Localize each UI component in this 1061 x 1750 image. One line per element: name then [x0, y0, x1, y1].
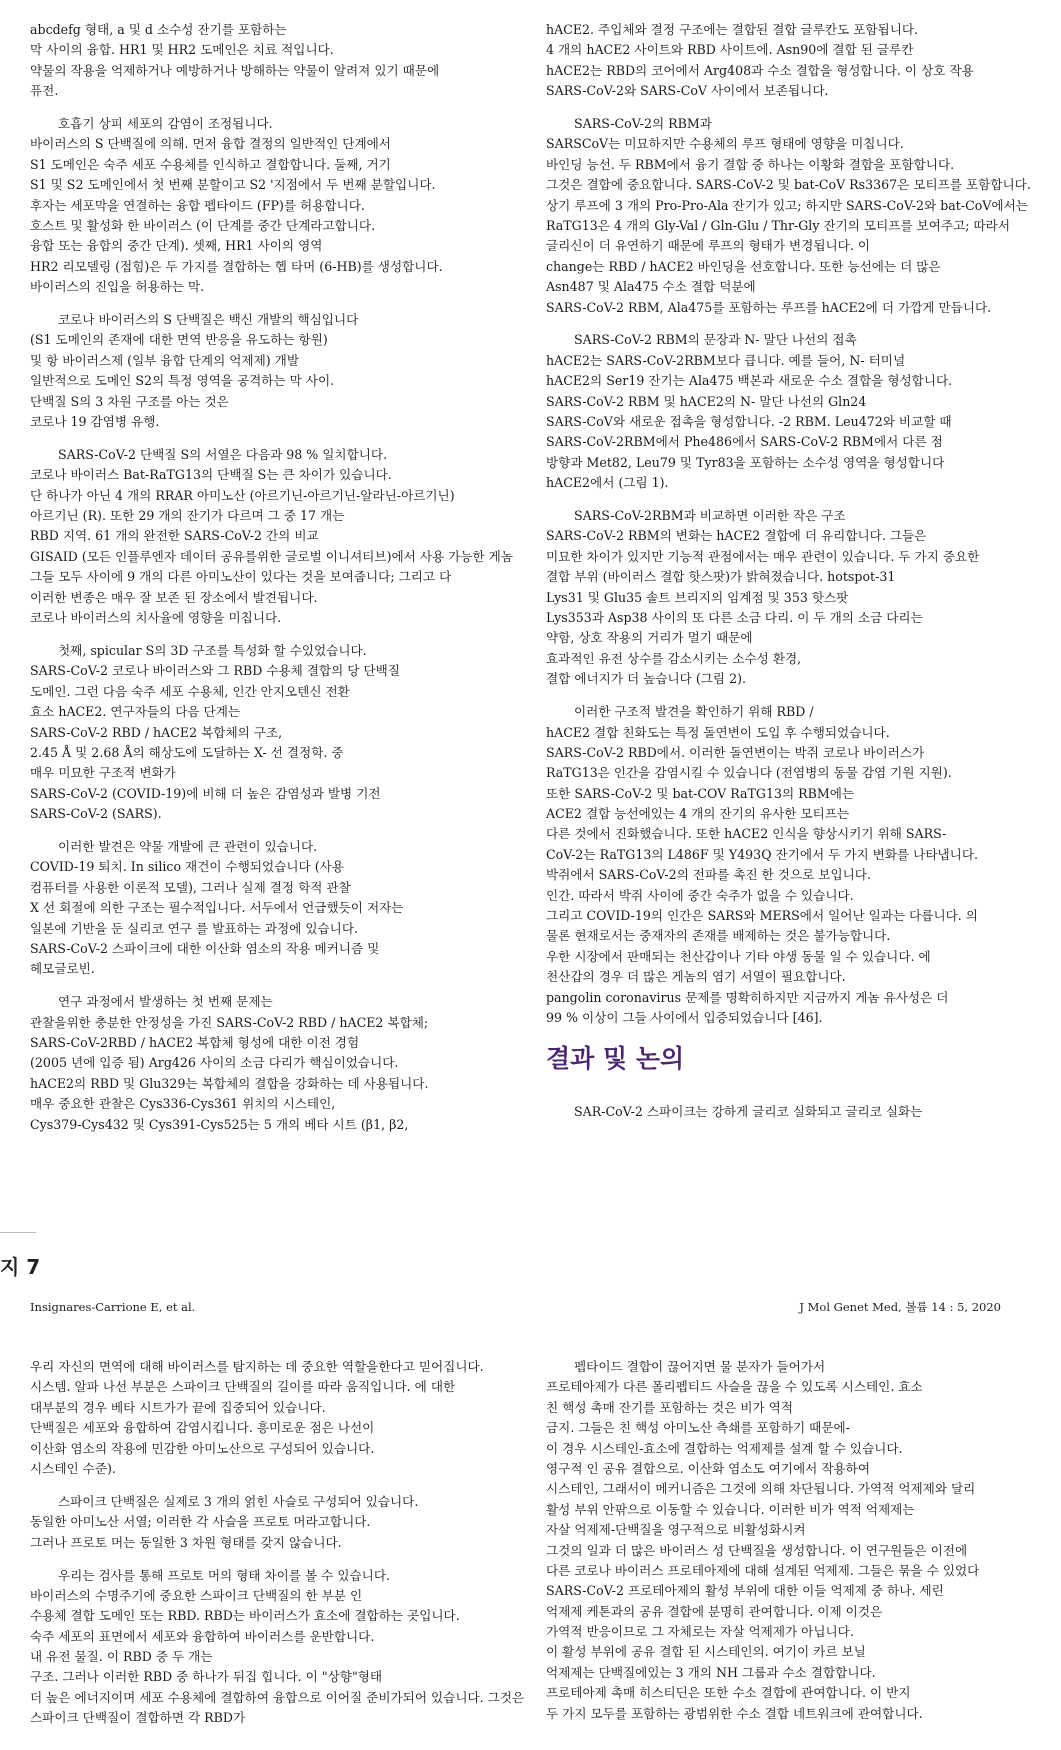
text-line: X 선 회절에 의한 구조는 필수적입니다. 서두에서 언급했듯이 저자는	[30, 900, 404, 916]
text-line: 4 개의 hACE2 사이트와 RBD 사이트에. Asn90에 결합 된 글루칸	[546, 42, 914, 58]
text-line: GISAID (모든 인플루엔자 데이터 공유를위한 글로벌 이니셔티브)에서 사용 가능한 게놈	[30, 548, 513, 564]
text-line: 헤모글로빈.	[30, 961, 95, 977]
text-line: SARS-CoV-2 (SARS).	[30, 806, 162, 822]
paragraph	[30, 1492, 550, 1553]
text-line: 억제제는 단백질에있는 3 개의 NH 그룹과 수소 결합합니다.	[546, 1664, 876, 1680]
text-line: 더 높은 에너지이며 세포 수용체에 결합하여 융합으로 이어질 준비가되어 있습니다. 그것은	[30, 1689, 525, 1705]
text-line: SARS-CoV-2 RBD / hACE2 복합체의 구조,	[30, 724, 283, 740]
text-line: SARSCoV는 미묘하지만 수용체의 루프 형태에 영향을 미칩니다.	[546, 136, 904, 152]
text-line: 일반적으로 도메인 S2의 특정 영역을 공격하는 막 사이.	[30, 373, 335, 389]
page-label: 지 7	[0, 1255, 41, 1279]
text-line: 그들 모두 사이에 9 개의 다른 아미노산이 있다는 것을 보여줍니다; 그리고 다	[30, 569, 452, 585]
text-line: RaTG13은 인간을 감염시킬 수 있습니다 (전염병의 동물 감염 기원 지원).	[546, 765, 952, 781]
paragraph	[546, 330, 1061, 493]
text-line: SARS-CoV-2RBD / hACE2 복합체 형성에 대한 이전 경험	[30, 1034, 360, 1050]
text-line: abcdefg 형태, a 및 d 소수성 잔기를 포함하는	[30, 22, 287, 37]
text-line: hACE2는 RBD의 코어에서 Arg408과 수소 결합을 형성합니다. 이 상호 작용	[546, 62, 974, 78]
text-line: 상기 루프에 3 개의 Pro-Pro-Ala 잔기가 있고; 하지만 SARS-CoV-2와 bat-CoV에서는	[546, 197, 1028, 213]
text-line: 활성 부위 안팎으로 이동할 수 있습니다. 이러한 비가 역적 억제제는	[546, 1501, 915, 1517]
text-line: 후자는 세포막을 연결하는 융합 펩타이드 (FP)를 허용합니다.	[30, 197, 365, 213]
text-line: 스파이크 단백질이 결합하면 각 RBD가	[30, 1710, 246, 1726]
text-line: 99 % 이상이 그들 사이에서 입증되었습니다 [46].	[546, 1009, 823, 1025]
paragraph	[30, 837, 550, 980]
text-line: hACE2의 Ser19 잔기는 Ala475 백본과 새로운 수소 결합을 형성합니다.	[546, 373, 953, 389]
paragraph	[546, 20, 1061, 102]
text-line: 이러한 구조적 발견을 확인하기 위해 RBD /	[574, 704, 814, 720]
text-line: 융합 또는 융합의 중간 단계). 셋째, HR1 사이의 영역	[30, 238, 323, 254]
text-line: 동일한 아미노산 서열; 이러한 각 사슬을 프로토 머라고합니다.	[30, 1514, 371, 1530]
text-line: SARS-CoV-2 단백질 S의 서열은 다음과 98 % 일치합니다.	[58, 446, 388, 462]
text-line: 코로나 19 감염병 유행.	[30, 414, 160, 430]
text-line: 결합 에너지가 더 높습니다 (그림 2).	[546, 671, 747, 687]
paragraph	[30, 20, 550, 102]
text-line: Lys353과 Asp38 사이의 또 다른 소금 다리. 이 두 개의 소금 다리는	[546, 610, 923, 626]
text-line: Cys379-Cys432 및 Cys391-Cys525는 5 개의 베타 시트 (β1, β2,	[30, 1116, 409, 1132]
text-line: 대부분의 경우 베타 시트가가 끝에 집중되어 있습니다.	[30, 1399, 326, 1415]
text-line: COVID-19 퇴치. In silico 재건이 수행되었습니다 (사용	[30, 859, 344, 875]
text-line: 그것은 결합에 중요합니다. SARS-CoV-2 및 bat-CoV Rs3367은 모티프를 포함합니다.	[546, 177, 1031, 193]
paragraph	[30, 310, 550, 432]
text-line: 바이러스의 S 단백질에 의해. 먼저 융합 결정의 일반적인 단계에서	[30, 136, 391, 152]
text-line: 우리는 검사를 통해 프로토 머의 형태 차이를 볼 수 있습니다.	[58, 1567, 391, 1583]
text-line: 우한 시장에서 판매되는 천산갑이나 기타 야생 동물 일 수 있습니다. 에	[546, 948, 931, 964]
text-line: hACE2의 RBD 및 Glu329는 복합체의 결합을 강화하는 데 사용됩니다.	[30, 1075, 429, 1091]
text-line: SARS-CoV-2RBM에서 Phe486에서 SARS-CoV-2 RBM에서 다른 점	[546, 434, 943, 450]
text-line: 수용체 결합 도메인 또는 RBD. RBD는 바이러스가 효소에 결합하는 곳입니다.	[30, 1608, 460, 1624]
text-line: CoV-2는 RaTG13의 L486F 및 Y493Q 잔기에서 두 가지 변화를 나타냅니다.	[546, 846, 979, 862]
text-line: SARS-CoV-2 RBM의 문장과 N- 말단 나선의 접촉	[574, 332, 857, 348]
text-line: 이 경우 시스테인-효소에 결합하는 억제제를 설계 할 수 있습니다.	[546, 1440, 903, 1456]
text-line: 억제제 케톤과의 공유 결합에 분명히 관여합니다. 이제 이것은	[546, 1603, 883, 1619]
page-divider-rule	[0, 1232, 36, 1233]
text-line: 바이러스의 진입을 허용하는 막.	[30, 279, 205, 295]
paragraph	[30, 114, 550, 298]
text-line: 두 가지 모두를 포함하는 광범위한 수소 결합 네트워크에 관여합니다.	[546, 1705, 923, 1721]
text-line: SARS-CoV-2 RBD에서. 이러한 돌연변이는 박쥐 코로나 바이러스가	[546, 744, 925, 760]
text-line: 코로나 바이러스 Bat-RaTG13의 단백질 S는 큰 차이가 있습니다.	[30, 467, 392, 483]
text-line: 이산화 염소의 작용에 민감한 아미노산으로 구성되어 있습니다.	[30, 1440, 375, 1456]
paragraph	[30, 1357, 550, 1479]
text-line: RaTG13은 4 개의 Gly-Val / Gln-Glu / Thr-Gly 잔기의 모티프를 보여주고; 따라서	[546, 218, 1011, 234]
text-line: 바이러스의 수명주기에 중요한 스파이크 단백질의 한 부분 인	[30, 1587, 363, 1603]
text-line: 효소 hACE2. 연구자들의 다음 단계는	[30, 704, 241, 720]
text-line: 글리신이 더 유연하기 때문에 루프의 형태가 변경됩니다. 이	[546, 238, 870, 254]
paragraph	[546, 506, 1061, 690]
text-line: 첫째, spicular S의 3D 구조를 특성화 할 수있었습니다.	[58, 642, 367, 658]
text-line: 다른 것에서 진화했습니다. 또한 hACE2 인식을 향상시키기 위해 SARS-	[546, 826, 947, 842]
column-top-right	[546, 20, 1061, 1135]
text-line: 약물의 작용을 억제하거나 예방하거나 방해하는 약물이 알려져 있기 때문에	[30, 62, 440, 78]
text-line: 인간. 따라서 박쥐 사이에 중간 숙주가 없을 수 있습니다.	[546, 887, 854, 903]
text-line: RBD 지역. 61 개의 완전한 SARS-CoV-2 간의 비교	[30, 528, 319, 544]
text-line: 그리고 COVID-19의 인간은 SARS와 MERS에서 일어난 일과는 다릅니다. 의	[546, 908, 978, 924]
text-line: 약함, 상호 작용의 거리가 멀기 때문에	[546, 630, 753, 646]
text-line: 또한 SARS-CoV-2 및 bat-COV RaTG13의 RBM에는	[546, 785, 855, 801]
text-line: S1 도메인은 숙주 세포 수용체를 인식하고 결합합니다. 둘째, 거기	[30, 156, 391, 172]
text-line: (S1 도메인의 존재에 대한 면역 반응을 유도하는 항원)	[30, 332, 328, 348]
text-line: 자살 억제제-단백질을 영구적으로 비활성화시켜	[546, 1522, 806, 1538]
text-line: 가역적 반응이므로 그 자체로는 자살 억제제가 아닙니다.	[546, 1624, 854, 1640]
text-line: 물론 현재로서는 중재자의 존재를 배제하는 것은 불가능합니다.	[546, 928, 891, 944]
text-line: 코로나 바이러스의 S 단백질은 백신 개발의 핵심입니다	[58, 312, 359, 328]
text-line: 및 항 바이러스제 (일부 융합 단계의 억제제) 개발	[30, 352, 299, 368]
text-line: 매우 중요한 관찰은 Cys336-Cys361 위치의 시스테인,	[30, 1096, 336, 1112]
text-line: HR2 리모델링 (접힘)은 두 가지를 결합하는 헵 타머 (6-HB)를 생성합니다.	[30, 258, 443, 274]
text-line: 아르기닌 (R). 또한 29 개의 잔기가 다르며 그 중 17 개는	[30, 508, 345, 524]
text-line: pangolin coronavirus 문제를 명확히하지만 지금까지 게놈 유사성은 더	[546, 989, 949, 1005]
text-line: Asn487 및 Ala475 수소 결합 덕분에	[546, 279, 756, 295]
text-line: 컴퓨터를 사용한 이론적 모델), 그러나 실제 결정 학적 관찰	[30, 879, 351, 895]
text-line: 스파이크 단백질은 실제로 3 개의 얽힌 사슬로 구성되어 있습니다.	[58, 1493, 419, 1509]
running-header-journal: J Mol Genet Med, 볼륨 14 : 5, 2020	[799, 1300, 1001, 1314]
paragraph	[546, 1357, 1061, 1724]
text-line: 그러나 프로토 머는 동일한 3 차원 형태를 갖지 않습니다.	[30, 1534, 342, 1550]
column-bottom-left	[30, 1357, 550, 1741]
text-line: hACE2에서 (그림 1).	[546, 475, 669, 491]
column-top-left	[30, 20, 550, 1147]
paragraph	[546, 114, 1061, 318]
text-line: 프로테아제가 다른 폴리펩티드 사슬을 끊을 수 있도록 시스테인. 효소	[546, 1379, 923, 1395]
text-line: 천산갑의 경우 더 많은 게놈의 염기 서열이 필요합니다.	[546, 969, 846, 985]
text-line: SARS-CoV-2RBM과 비교하면 이러한 작은 구조	[574, 508, 846, 524]
text-line: 연구 과정에서 발생하는 첫 번째 문제는	[58, 994, 273, 1010]
paragraph	[30, 992, 550, 1135]
section-heading-results: 결과 및 논의	[546, 1044, 685, 1074]
text-line: SARS-CoV-2 스파이크에 대한 이산화 염소의 작용 메커니즘 및	[30, 940, 380, 956]
text-line: SARS-CoV-2 코로나 바이러스와 그 RBD 수용체 결합의 당 단백질	[30, 663, 400, 679]
text-line: 시스테인 수준).	[30, 1460, 116, 1476]
text-line: 펩타이드 결합이 끊어지면 물 분자가 들어가서	[574, 1359, 826, 1374]
text-line: 영구적 인 공유 결합으로. 이산화 염소도 여기에서 작용하여	[546, 1460, 870, 1476]
text-line: 단백질은 세포와 융합하여 감염시킵니다. 흥미로운 점은 나선이	[30, 1420, 375, 1436]
text-line: Lys31 및 Glu35 솔트 브리지의 임계점 및 353 핫스팟	[546, 589, 849, 605]
text-line: 방향과 Met82, Leu79 및 Tyr83을 포함하는 소수성 영역을 형성합니다	[546, 454, 945, 470]
text-line: SARS-CoV-2와 SARS-CoV 사이에서 보존됩니다.	[546, 83, 829, 99]
text-line: hACE2는 SARS-CoV-2RBM보다 큽니다. 예를 들어, N- 터미널	[546, 352, 906, 368]
text-line: 막 사이의 융합. HR1 및 HR2 도메인은 치료 적입니다.	[30, 42, 334, 58]
text-line: 호흡기 상피 세포의 감염이 조정됩니다.	[58, 116, 273, 132]
text-line: 단백질 S의 3 차원 구조를 아는 것은	[30, 393, 229, 409]
text-line: 호스트 및 활성화 한 바이러스 (이 단계를 중간 단계라고합니다.	[30, 218, 376, 234]
text-line: 이러한 발견은 약물 개발에 큰 관련이 있습니다.	[58, 838, 318, 854]
text-line: 퓨전.	[30, 83, 59, 99]
text-line: 구조. 그러나 이러한 RBD 중 하나가 뒤집 힙니다. 이 "상향"형태	[30, 1669, 383, 1685]
text-line: 미묘한 차이가 있지만 기능적 관점에서는 매우 관련이 있습니다. 두 가지 중요한	[546, 548, 980, 564]
column-top-right-body	[546, 20, 1061, 1028]
text-line: 시스템. 알파 나선 부분은 스파이크 단백질의 길이를 따라 움직입니다. 에 대한	[30, 1379, 456, 1395]
paragraph	[30, 445, 550, 629]
text-line: 박쥐에서 SARS-CoV-2의 전파를 촉진 한 것으로 보입니다.	[546, 867, 871, 883]
paragraph	[546, 702, 1061, 1028]
text-line: 이러한 변종은 매우 잘 보존 된 장소에서 발견됩니다.	[30, 589, 318, 605]
text-line: 그것의 일과 더 많은 바이러스 성 단백질을 생성합니다. 이 연구원들은 이전에	[546, 1542, 968, 1558]
text-line: 숙주 세포의 표면에서 세포와 융합하여 바이러스를 운반합니다.	[30, 1628, 375, 1644]
running-header-authors: Insignares-Carrione E, et al.	[30, 1300, 196, 1314]
text-line: 내 유전 물질. 이 RBD 중 두 개는	[30, 1649, 213, 1665]
column-top-right-after-heading	[546, 1102, 1061, 1122]
text-line: 우리 자신의 면역에 대해 바이러스를 탐지하는 데 중요한 역할을한다고 믿어집니다.	[30, 1359, 484, 1374]
text-line: SARS-CoV-2 (COVID-19)에 비해 더 높은 감염성과 발병 기전	[30, 785, 381, 801]
text-line: SARS-CoV와 새로운 접촉을 형성합니다. -2 RBM. Leu472와 비교할 때	[546, 414, 952, 430]
text-line: 친 핵성 촉매 잔기를 포함하는 것은 비가 역적	[546, 1399, 794, 1415]
column-bottom-right	[546, 1357, 1061, 1737]
paragraph	[30, 1566, 550, 1729]
text-line: SARS-CoV-2 RBM, Ala475를 포함하는 루프를 hACE2에 더 가깝게 만듭니다.	[546, 299, 992, 315]
text-line: 결합 부위 (바이러스 결합 핫스팟)가 밝혀졌습니다. hotspot-31	[546, 569, 896, 585]
text-line: change는 RBD / hACE2 바인딩을 선호합니다. 또한 능선에는 더 많은	[546, 258, 941, 274]
text-line: S1 및 S2 도메인에서 첫 번째 분할이고 S2 '지점에서 두 번째 분할입니다.	[30, 177, 436, 193]
text-line: 프로테아제 촉매 히스티딘은 또한 수소 결합에 관여합니다. 이 반지	[546, 1685, 911, 1701]
text-line: 도메인. 그런 다음 숙주 세포 수용체, 인간 안지오텐신 전환	[30, 683, 350, 699]
text-line: 매우 미묘한 구조적 변화가	[30, 765, 176, 781]
text-line: 2.45 Å 및 2.68 Å의 해상도에 도달하는 X- 선 결정학. 중	[30, 744, 344, 760]
text-line: SAR-CoV-2 스파이크는 강하게 글리코 실화되고 글리코 실화는	[574, 1104, 923, 1120]
text-line: SARS-CoV-2 RBM의 변화는 hACE2 결합에 더 유리합니다. 그들은	[546, 528, 927, 544]
text-line: 바인딩 능선. 두 RBM에서 융기 결합 중 하나는 이황화 결합을 포함합니다.	[546, 156, 955, 172]
paragraph	[546, 1102, 1061, 1122]
text-line: SARS-CoV-2 프로테아제의 활성 부위에 대한 이들 억제제 중 하나. 세린	[546, 1583, 944, 1599]
text-line: ACE2 결합 능선에있는 4 개의 잔기의 유사한 모티프는	[546, 806, 850, 822]
text-line: hACE2. 주입체와 결정 구조에는 결합된 결합 글루칸도 포함됩니다.	[546, 22, 919, 37]
text-line: 시스테인, 그래서이 메커니즘은 그것에 의해 차단됩니다. 가역적 억제제와 달리	[546, 1481, 976, 1497]
text-line: 금지. 그들은 친 핵성 아미노산 측쇄를 포함하기 때문에-	[546, 1420, 850, 1436]
text-line: 이 활성 부위에 공유 결합 된 시스테인의. 여기이 카르 보닐	[546, 1644, 866, 1660]
text-line: 단 하나가 아닌 4 개의 RRAR 아미노산 (아르기닌-아르기닌-알라닌-아르기닌)	[30, 487, 455, 503]
text-line: 관찰을위한 충분한 안정성을 가진 SARS-CoV-2 RBD / hACE2 복합체;	[30, 1014, 429, 1030]
text-line: SARS-CoV-2 RBM 및 hACE2의 N- 말단 나선의 Gln24	[546, 393, 867, 409]
text-line: SARS-CoV-2의 RBM과	[574, 116, 712, 132]
text-line: 코로나 바이러스의 치사율에 영향을 미칩니다.	[30, 610, 282, 626]
text-line: 일본에 기반을 둔 실리코 연구 를 발표하는 과정에 있습니다.	[30, 920, 359, 936]
text-line: hACE2 결합 친화도는 특정 돌연변이 도입 후 수행되었습니다.	[546, 724, 890, 740]
text-line: 다른 코로나 바이러스 프로테아제에 대해 설계된 억제제. 그들은 묶을 수 있었다	[546, 1562, 980, 1578]
text-line: 효과적인 유전 상수를 감소시키는 소수성 환경,	[546, 650, 802, 666]
text-line: (2005 년에 입증 됨) Arg426 사이의 소금 다리가 핵심이었습니다.	[30, 1055, 399, 1071]
paragraph	[30, 641, 550, 825]
